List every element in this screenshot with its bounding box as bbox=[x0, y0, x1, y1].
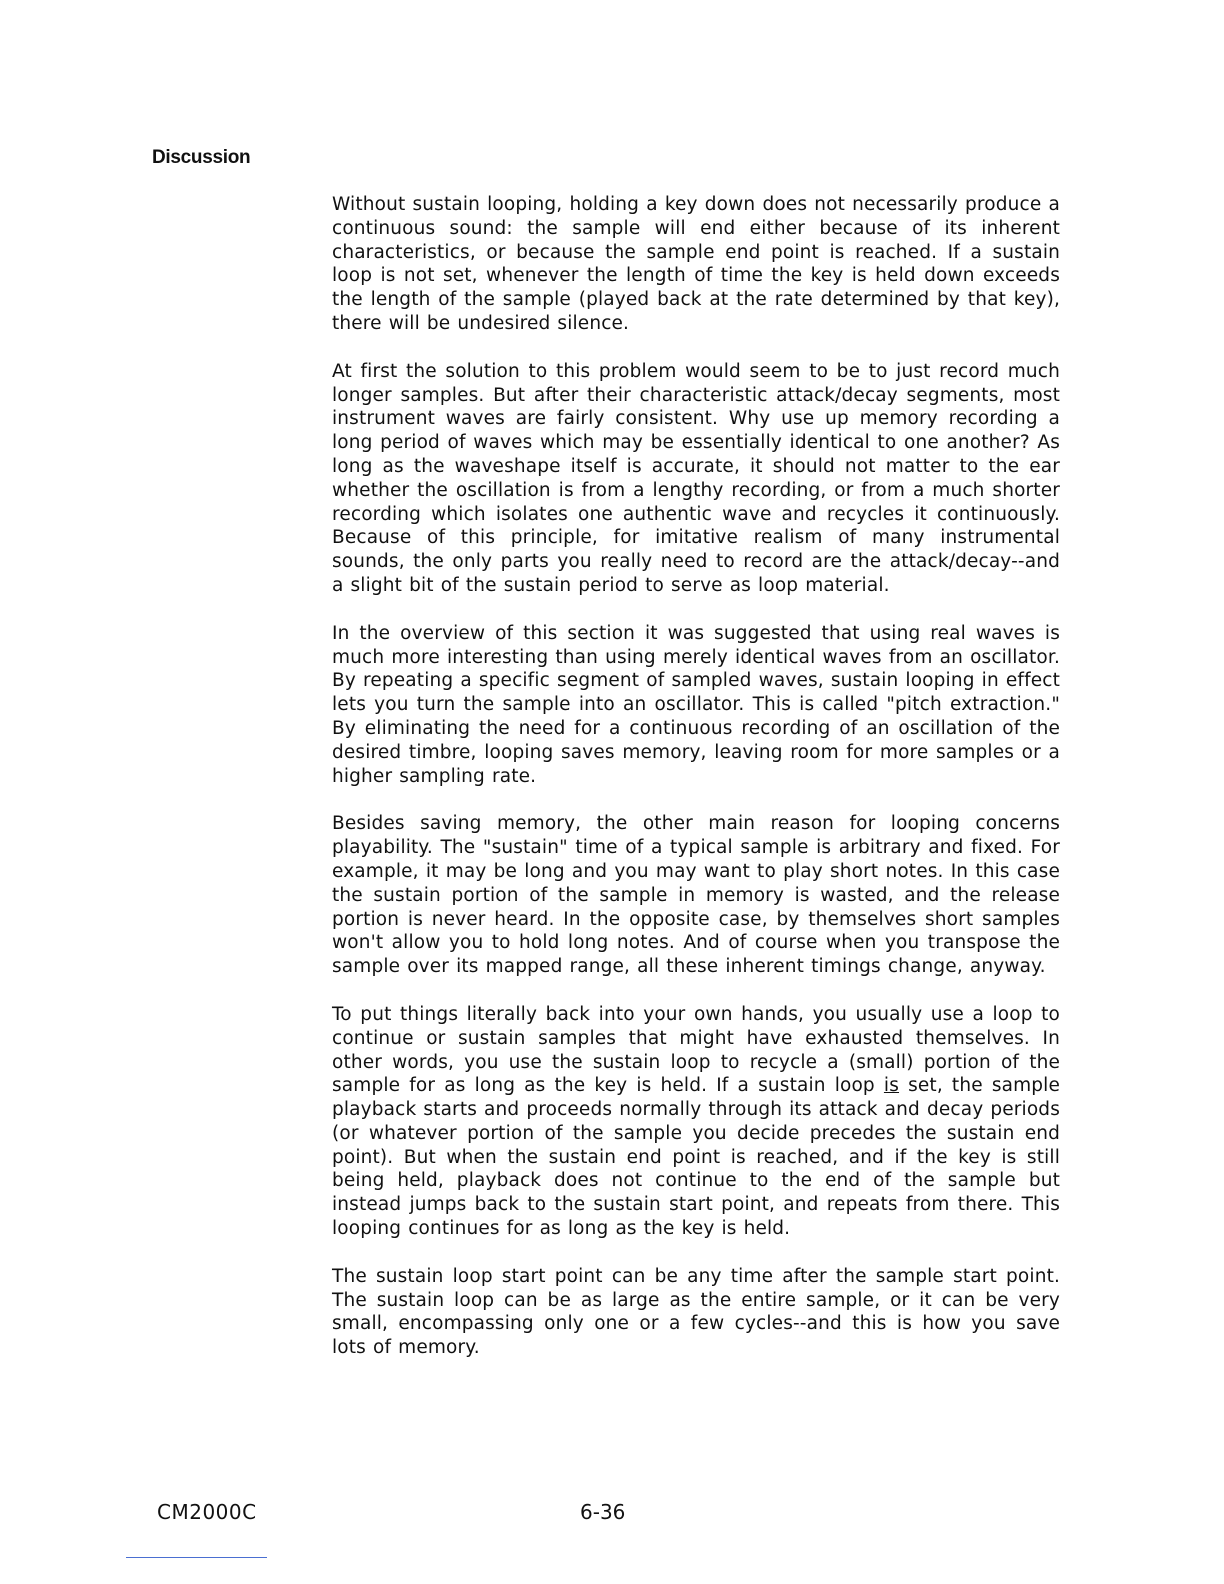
section-heading: Discussion bbox=[152, 147, 251, 168]
paragraph-5-emphasis: is bbox=[883, 1075, 900, 1097]
paragraph-2: At first the solution to this problem would seem to be to just record much longer samples. But after their characteristic attack/decay segments, most instrument waves are fairly consistent. Why use up memory recording a long period of waves which may be essentially identical to one another? As long as the waveshape itself is accurate, it should not matter to the ear whether the oscillation is from a lengthy recording, or from a much shorter recording which isolates one authentic wave and recycles it continuously. Because of this principle, for imitative realism of many instrumental sounds, the only parts you really need to record are the attack/decay--and a slight bit of the sustain period to serve as loop material. bbox=[332, 360, 1060, 596]
footer-rule bbox=[126, 1557, 267, 1558]
paragraph-3: In the overview of this section it was suggested that using real waves is much more interesting than using merely identical waves from an oscillator. By repeating a specific segment of sampled waves, sustain looping in effect lets you turn the sample into an oscillator. This is called "pitch extraction." By eliminating the need for a continuous recording of an oscillation of the desired timbre, looping saves memory, leaving room for more samples or a higher sampling rate. bbox=[332, 622, 1060, 787]
paragraph-5-after: set, the sample playback starts and proceeds normally through its attack and decay periods (or whatever portion of the sample you decide precedes the sustain end point). But when the sustain end point is reached, and if the key is still being held, playback does not continue to the end of the sample but instead jumps back to the sustain start point, and repeats from there. This looping continues for as long as the key is held. bbox=[332, 1075, 1060, 1240]
footer-page-number: 6-36 bbox=[580, 1500, 626, 1524]
paragraph-5-before: To put things literally back into your own hands, you usually use a loop to continue or sustain samples that might have exhausted themselves. In other words, you use the sustain loop to recycle a (small) portion of the sample for as long as the key is held. If a sustain loop bbox=[332, 1003, 1060, 1097]
body-text bbox=[332, 193, 1060, 1384]
paragraph-1: Without sustain looping, holding a key down does not necessarily produce a continuous sound: the sample will end either because of its inherent characteristics, or because the sample end point is reached. If a sustain loop is not set, whenever the length of time the key is held down exceeds the length of the sample (played back at the rate determined by that key), there will be undesired silence. bbox=[332, 194, 1060, 334]
paragraph-6: The sustain loop start point can be any time after the sample start point. The sustain loop can be as large as the entire sample, or it can be very small, encompassing only one or a few cycles--and this is how you save lots of memory. bbox=[332, 1265, 1060, 1359]
paragraph-5 bbox=[332, 1003, 1060, 1241]
paragraph-4: Besides saving memory, the other main reason for looping concerns playability. The "sustain" time of a typical sample is arbitrary and fixed. For example, it may be long and you may want to play short notes. In this case the sustain portion of the sample in memory is wasted, and the release portion is never heard. In the opposite case, by themselves short samples won't allow you to hold long notes. And of course when you transpose the sample over its mapped range, all these inherent timings change, anyway. bbox=[332, 813, 1060, 978]
footer-doc-code: CM2000C bbox=[157, 1500, 257, 1524]
